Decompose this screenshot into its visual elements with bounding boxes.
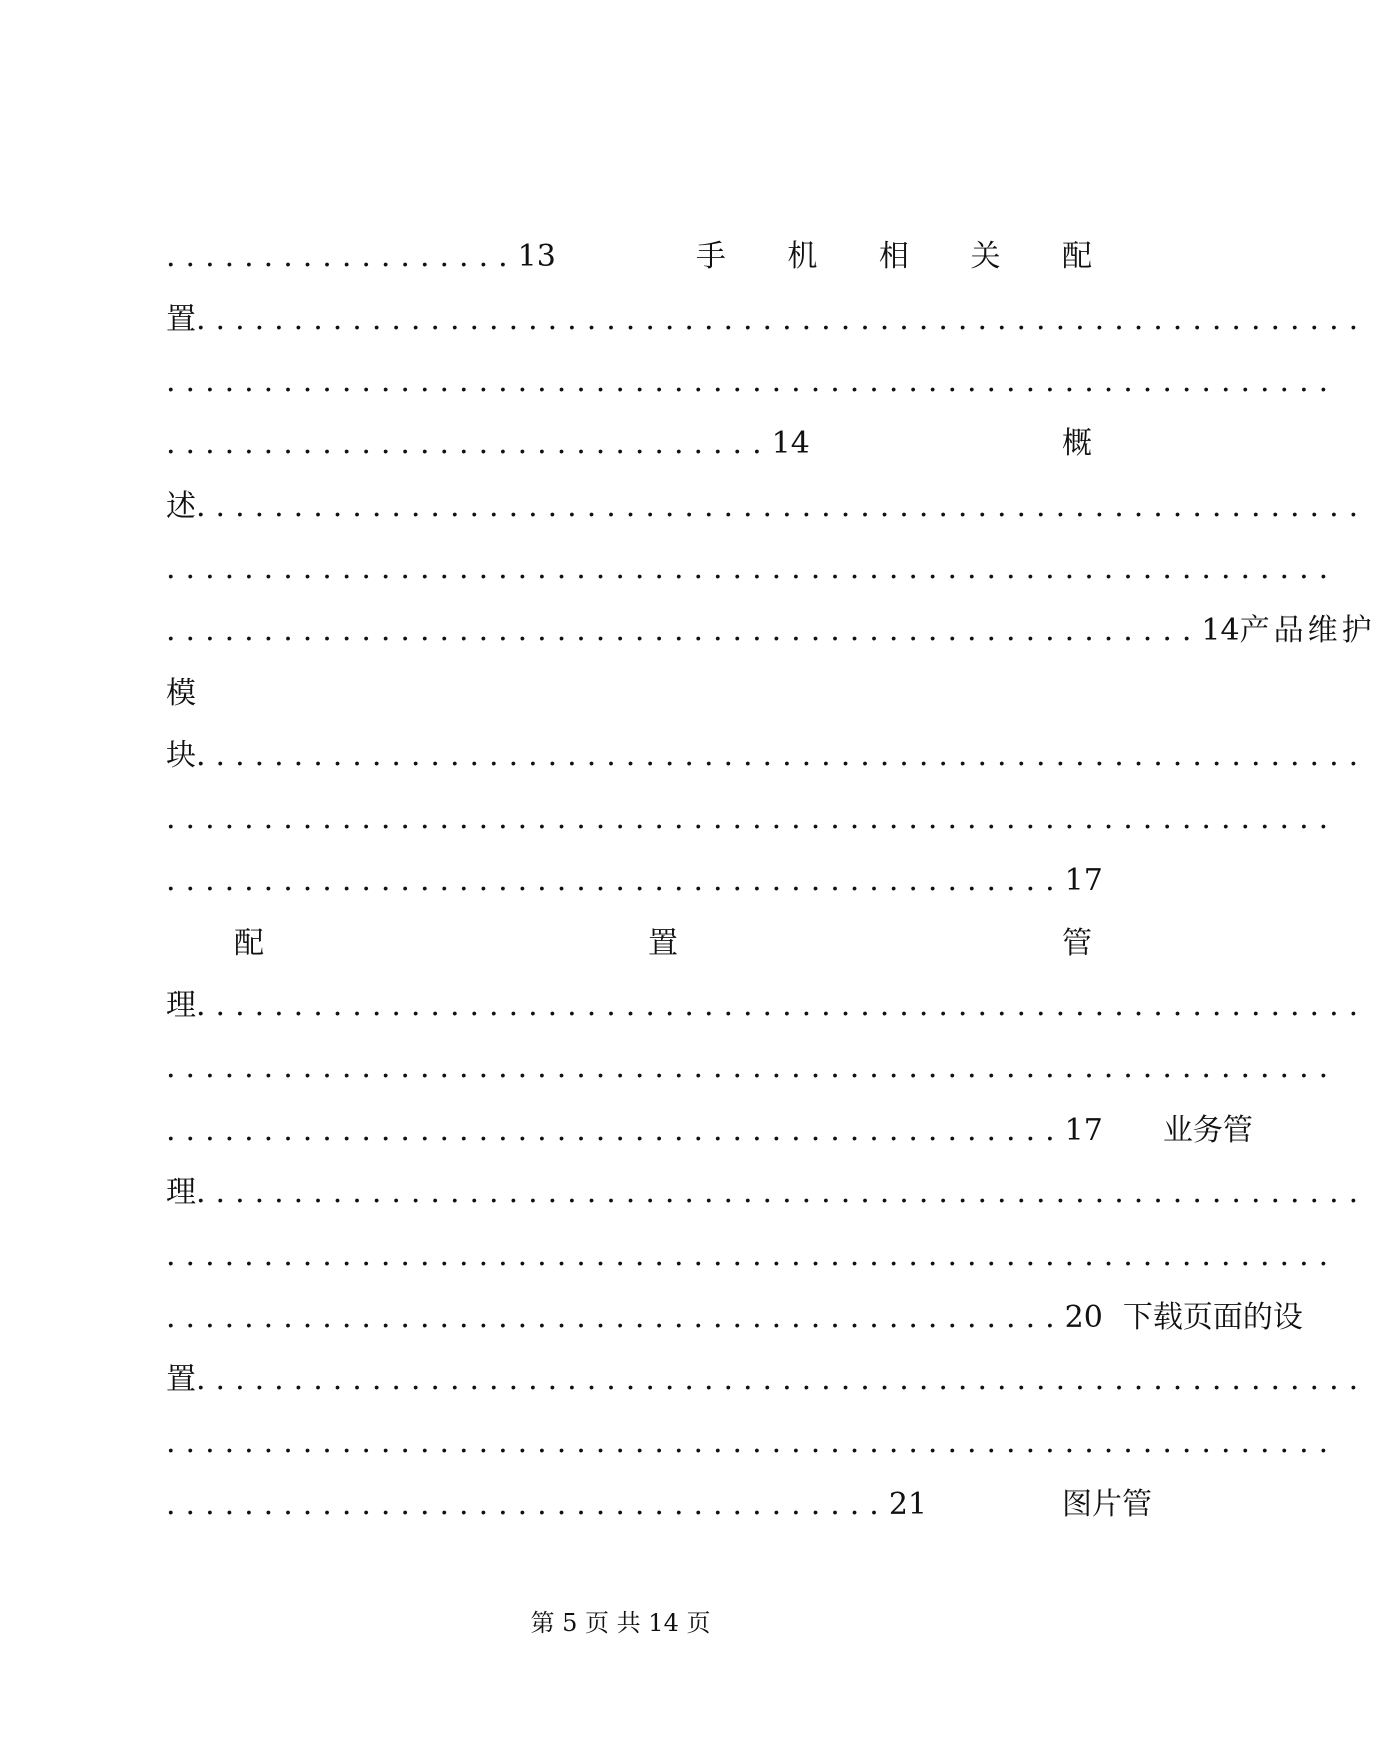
- leader-dots: .....................................: [166, 1487, 889, 1522]
- toc-line-2: [166, 300, 1369, 340]
- leader-dots: ............................................................: [166, 1050, 1339, 1085]
- toc-title-fragment: 理: [166, 1175, 196, 1210]
- toc-line-16: [166, 1173, 1369, 1213]
- toc-line-10: [166, 799, 1339, 839]
- leader-dots: ..................: [166, 239, 518, 274]
- toc-line-9: [166, 736, 1369, 776]
- page-number: 21: [888, 1487, 928, 1522]
- toc-title-fragment: 理: [166, 988, 196, 1023]
- page-number: 13: [517, 239, 556, 274]
- leader-dots: ............................................................: [166, 801, 1339, 836]
- leader-dots: ..............................................: [166, 1113, 1065, 1148]
- page-number: 14: [1201, 613, 1240, 648]
- leader-dots: ...............................: [166, 426, 772, 461]
- leader-dots: ............................................................: [196, 988, 1369, 1023]
- leader-dots: ............................................................: [196, 302, 1369, 337]
- toc-line-8: [166, 674, 1092, 714]
- leader-dots: ............................................................: [196, 1362, 1369, 1397]
- leader-dots: ............................................................: [196, 738, 1369, 773]
- toc-line-4: [166, 424, 1092, 464]
- toc-title: 业 务 管: [1162, 1113, 1253, 1148]
- leader-dots: .....................................................: [166, 613, 1202, 648]
- toc-line-1: [166, 237, 1092, 277]
- leader-dots: ............................................................: [166, 551, 1339, 586]
- leader-dots: ............................................................: [196, 1175, 1369, 1210]
- page-number: 17: [1064, 1113, 1103, 1148]
- page-footer: 第 5 页 共 14 页: [530, 1609, 711, 1637]
- leader-dots: ............................................................: [166, 1425, 1339, 1460]
- page-number: 17: [1064, 863, 1103, 898]
- toc-title-char: 置: [648, 926, 678, 961]
- leader-dots: ............................................................: [166, 1238, 1339, 1273]
- leader-dots: ............................................................: [166, 364, 1339, 399]
- toc-line-14: [166, 1048, 1339, 1088]
- page-number: 14: [771, 426, 810, 461]
- toc-title: 概: [1062, 426, 1092, 461]
- toc-title-fragment: 述: [166, 489, 196, 524]
- toc-title-fragment: 置: [166, 1362, 196, 1397]
- toc-line-3: [166, 362, 1339, 402]
- toc-title-char: 配: [234, 926, 264, 961]
- toc-line-19: [166, 1360, 1369, 1400]
- toc-title: 手 机 相 关 配: [695, 239, 1092, 274]
- toc-title-char: 管: [1062, 926, 1092, 961]
- toc-title: 图 片 管: [1062, 1487, 1153, 1522]
- leader-dots: ..............................................: [166, 863, 1065, 898]
- toc-line-18: [166, 1298, 1303, 1338]
- toc-line-15: [166, 1111, 1253, 1151]
- toc-title-fragment: 块: [166, 738, 196, 773]
- toc-title-fragment: 模: [166, 676, 196, 711]
- toc-title-fragment: 置: [166, 302, 196, 337]
- toc-line-6: [166, 549, 1339, 589]
- toc-line-21: [166, 1485, 1153, 1525]
- leader-dots: ..............................................: [166, 1300, 1065, 1335]
- page-number: 20: [1064, 1300, 1103, 1335]
- leader-dots: ............................................................: [196, 489, 1369, 524]
- toc-line-20: [166, 1423, 1339, 1463]
- toc-title: 下 载 页 面 的 设: [1122, 1300, 1303, 1335]
- toc-line-17: [166, 1236, 1339, 1276]
- toc-line-5: [166, 487, 1369, 527]
- toc-line-13: [166, 986, 1369, 1026]
- toc-line-11: [166, 861, 1103, 901]
- toc-line-7: [166, 611, 1376, 651]
- toc-title: 产品维护: [1239, 613, 1376, 648]
- toc-line-12: [234, 924, 1092, 964]
